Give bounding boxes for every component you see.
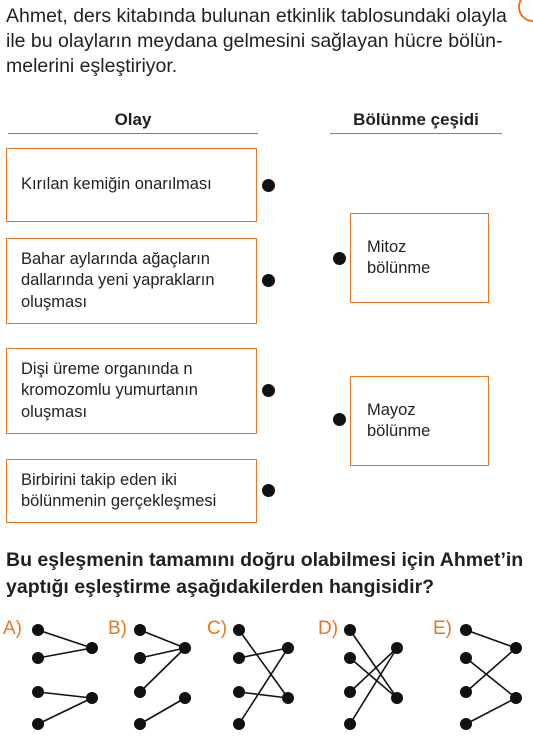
option-e-right-dot-2 (510, 692, 522, 704)
option-label-b[interactable]: B) (108, 618, 127, 639)
event-dot-2 (262, 274, 275, 287)
option-d-left-dot-2 (344, 652, 356, 664)
event-dot-1 (262, 179, 275, 192)
option-a-right-dot-2 (86, 692, 98, 704)
question-text: Bu eşleşmenin tamamını doğru olabilmesi için Ahmet’in yaptığı eşleştirme aşağıdakilerden hangisidir? (6, 549, 524, 598)
option-label-c[interactable]: C) (207, 618, 228, 639)
division-box-mayoz: Mayoz bölünme (350, 376, 489, 466)
option-a-link-2 (38, 648, 92, 658)
option-d-diagram[interactable] (315, 620, 425, 740)
option-label-d[interactable]: D) (318, 618, 339, 639)
option-a-left-dot-1 (32, 624, 44, 636)
option-b-link-1 (140, 630, 185, 648)
division-dot-mitoz (333, 252, 346, 265)
option-label-e[interactable]: E) (433, 618, 452, 639)
option-c-left-dot-1 (233, 624, 245, 636)
option-e-right-dot-1 (510, 642, 522, 654)
option-b-diagram[interactable] (105, 620, 215, 740)
column-header-bolunme-cesidi: Bölünme çeşidi (353, 110, 479, 129)
option-d-left-dot-1 (344, 624, 356, 636)
option-e-link-3 (466, 648, 516, 692)
option-c-left-dot-2 (233, 652, 245, 664)
option-b-left-dot-2 (134, 652, 146, 664)
option-b-left-dot-4 (134, 718, 146, 730)
option-e-left-dot-1 (460, 624, 472, 636)
option-b-left-dot-1 (134, 624, 146, 636)
event-box-3: Dişi üreme organında n kromozomlu yumurtanın oluşması (6, 348, 257, 434)
header-rule-left (8, 133, 258, 134)
option-b-link-4 (140, 698, 185, 724)
option-label-a[interactable]: A) (3, 618, 22, 639)
option-c-left-dot-3 (233, 686, 245, 698)
header-rule-right (330, 133, 502, 134)
option-a-right-dot-1 (86, 642, 98, 654)
option-c-right-dot-1 (282, 642, 294, 654)
option-b-right-dot-1 (179, 642, 191, 654)
event-dot-3 (262, 384, 275, 397)
division-dot-mayoz (333, 413, 346, 426)
option-a-left-dot-2 (32, 652, 44, 664)
option-b-right-dot-2 (179, 692, 191, 704)
option-a-left-dot-3 (32, 686, 44, 698)
option-a-diagram[interactable] (0, 620, 110, 740)
option-e-link-2 (466, 658, 516, 698)
option-c-left-dot-4 (233, 718, 245, 730)
option-d-right-dot-1 (391, 642, 403, 654)
option-d-left-dot-3 (344, 686, 356, 698)
option-e-left-dot-3 (460, 686, 472, 698)
intro-text: Ahmet, ders kitabında bulunan etkinlik tablosundaki olayla ile bu olayların meydana gelmesini sağlayan hücre bölün- melerini eşleştiriyor. (6, 5, 507, 77)
event-box-2: Bahar aylarında ağaçların dallarında yeni yaprakların oluşması (6, 238, 257, 324)
option-a-link-3 (38, 692, 92, 698)
option-a-left-dot-4 (32, 718, 44, 730)
option-a-link-4 (38, 698, 92, 724)
option-e-diagram[interactable] (430, 620, 533, 740)
column-header-olay: Olay (114, 110, 152, 129)
option-e-left-dot-2 (460, 652, 472, 664)
option-a-link-1 (38, 630, 92, 648)
division-box-mitoz: Mitoz bölünme (350, 213, 489, 303)
option-d-right-dot-2 (391, 692, 403, 704)
event-box-1: Kırılan kemiğin onarılması (6, 148, 257, 222)
option-b-left-dot-3 (134, 686, 146, 698)
option-c-link-2 (239, 648, 288, 658)
event-box-4: Birbirini takip eden iki bölünmenin gerçekleşmesi (6, 459, 257, 523)
option-c-link-4 (239, 648, 288, 724)
event-dot-4 (262, 484, 275, 497)
option-e-link-4 (466, 698, 516, 724)
option-c-right-dot-2 (282, 692, 294, 704)
option-b-link-2 (140, 648, 185, 658)
option-d-left-dot-4 (344, 718, 356, 730)
option-b-link-3 (140, 648, 185, 692)
option-c-link-3 (239, 692, 288, 698)
option-e-link-1 (466, 630, 516, 648)
option-e-left-dot-4 (460, 718, 472, 730)
option-c-diagram[interactable] (205, 620, 315, 740)
option-c-link-1 (239, 630, 288, 698)
